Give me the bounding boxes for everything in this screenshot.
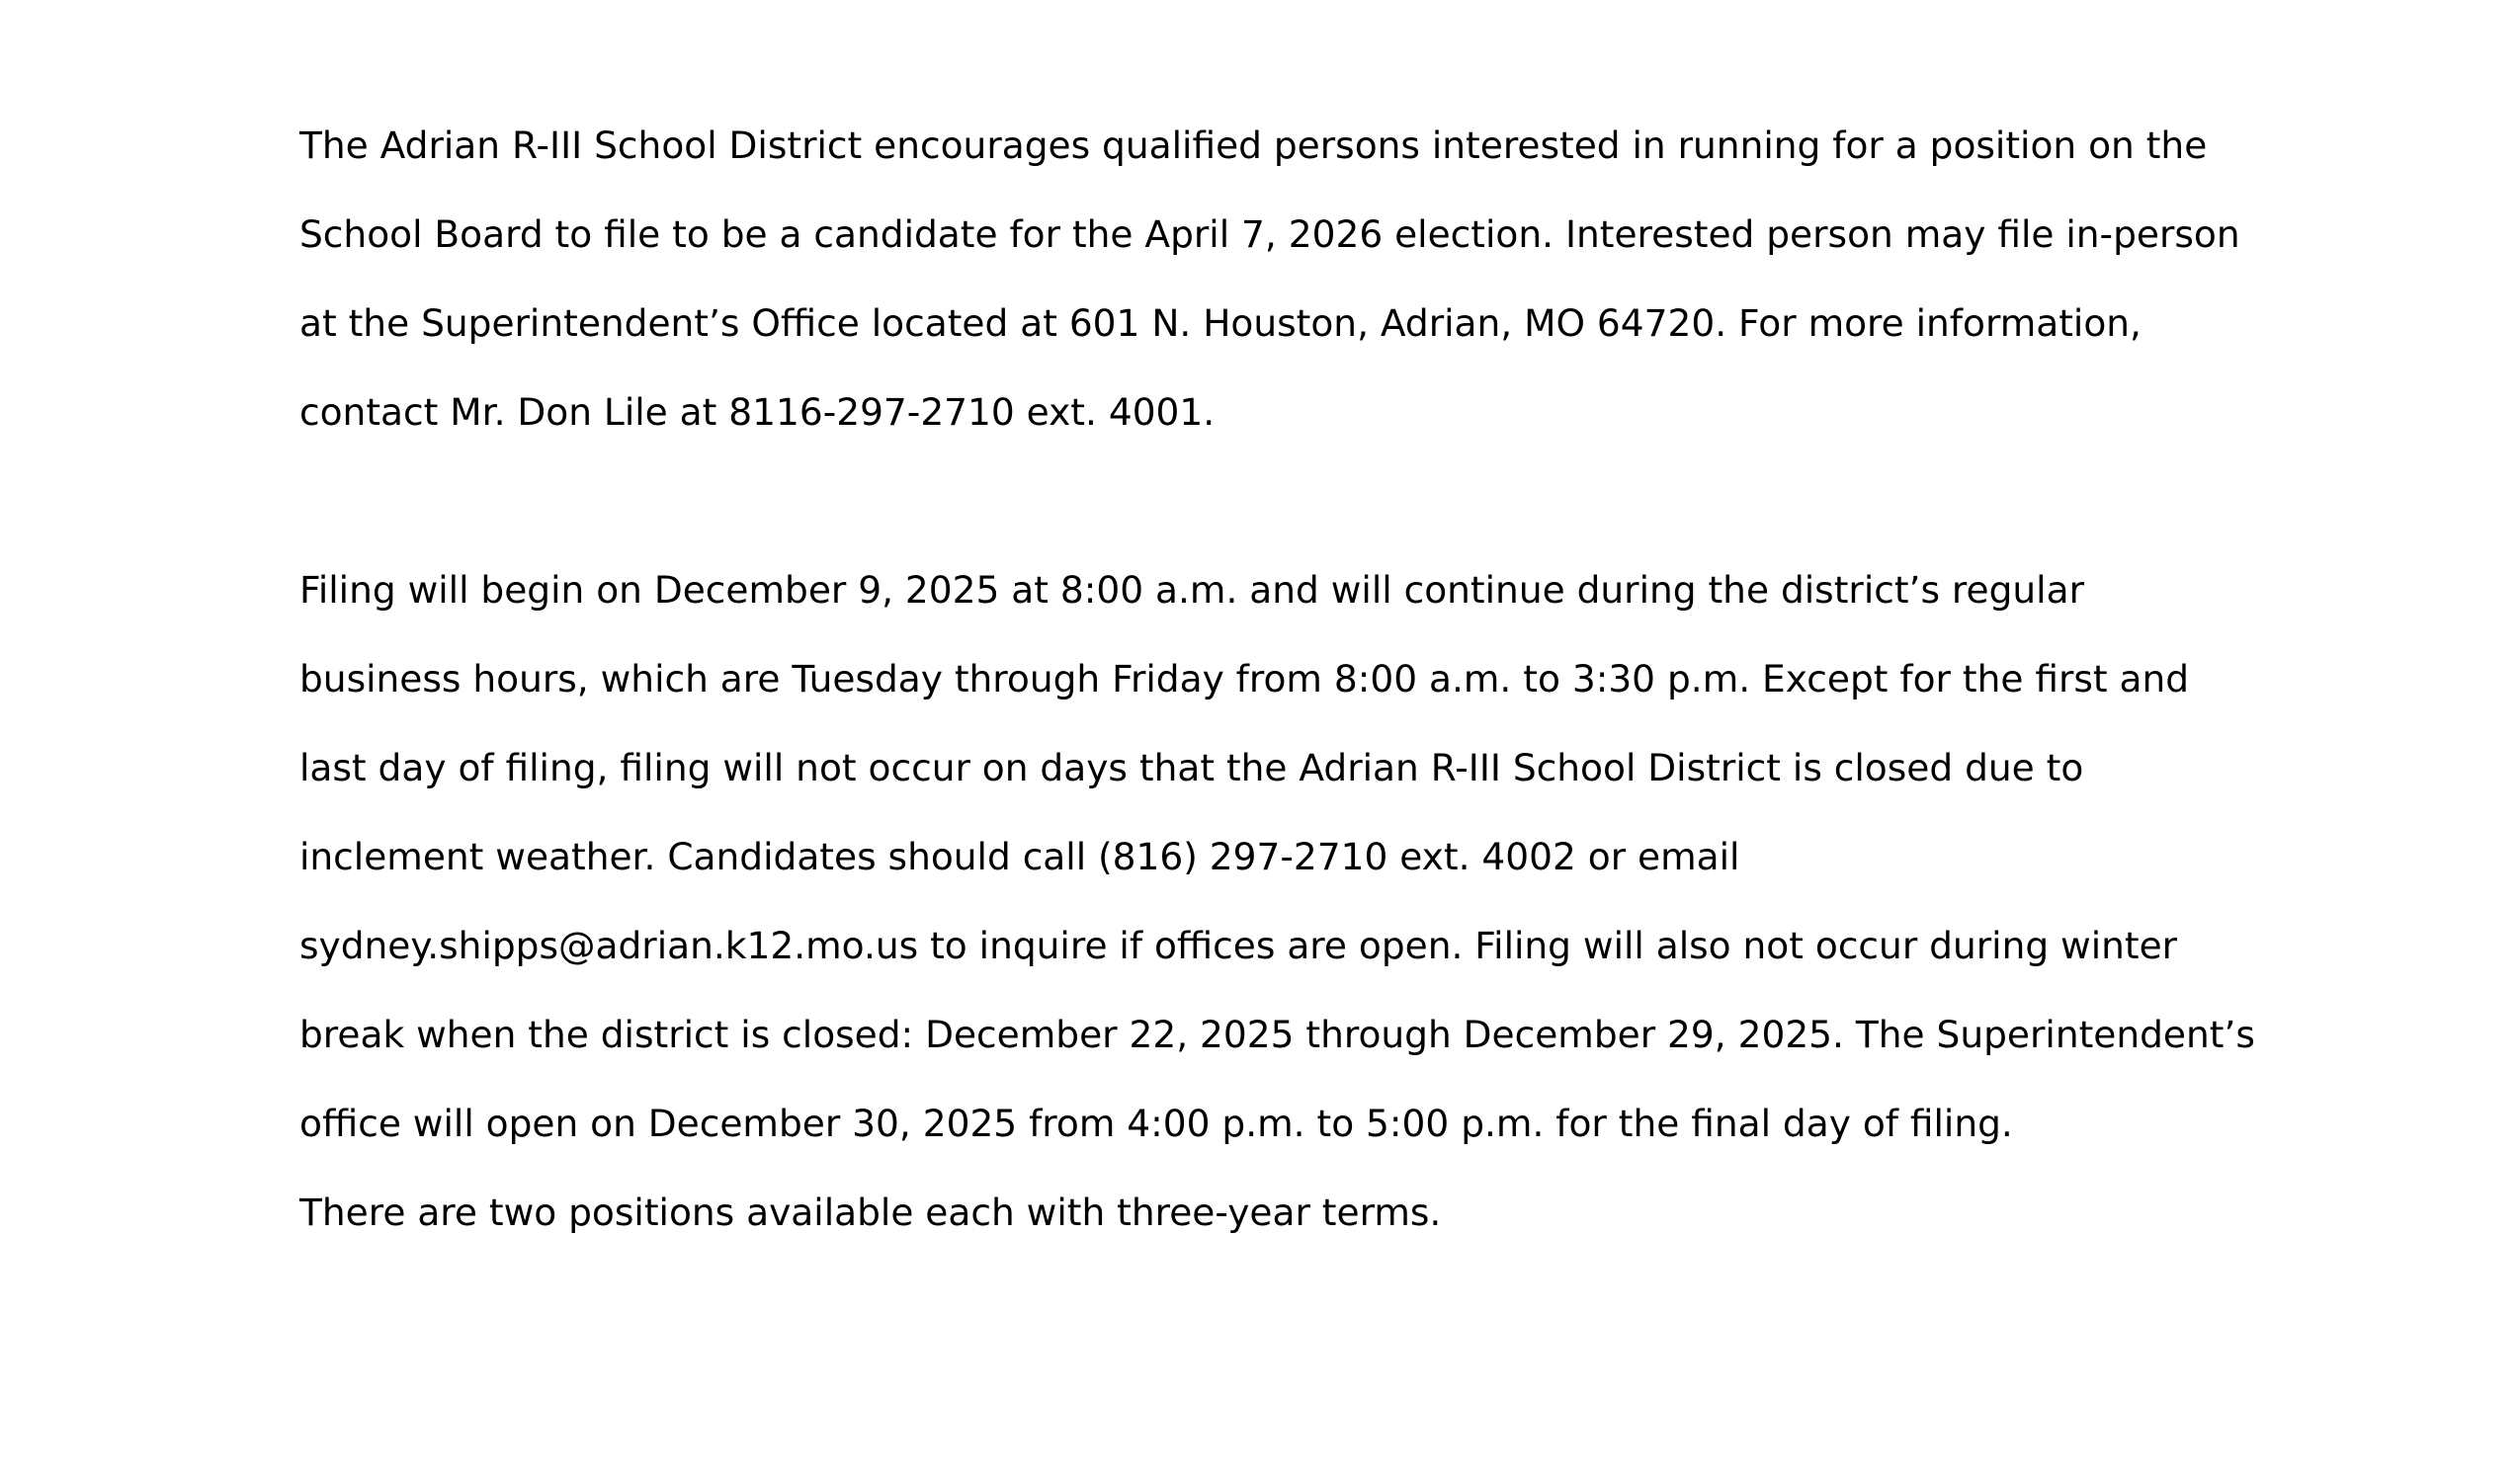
text-line: business hours, which are Tuesday through Friday from 8:00 a.m. to 3:30 p.m. Except for the first and [299,657,2190,700]
text-line: break when the district is closed: December 22, 2025 through December 29, 2025. The Superintendent’s [299,1013,2255,1056]
text-line: School Board to file to be a candidate for the April 7, 2026 election. Interested person may file in-person [299,212,2240,256]
text-line: last day of filing, filing will not occur on days that the Adrian R-III School District is closed due to [299,746,2084,789]
text-line: The Adrian R-III School District encourages qualified persons interested in running for a position on the [299,124,2208,167]
text-line: contact Mr. Don Lile at 8116-297-2710 ext. 4001. [299,390,1216,434]
text-line: Filing will begin on December 9, 2025 at 8:00 a.m. and will continue during the district’s regular [299,568,2084,612]
text-line: There are two positions available each with three-year terms. [299,1191,1442,1234]
text-line: sydney.shipps@adrian.k12.mo.us to inquire if offices are open. Filing will also not occur during winter [299,924,2178,967]
text-line: at the Superintendent’s Office located at 601 N. Houston, Adrian, MO 64720. For more information, [299,301,2142,345]
text-line: inclement weather. Candidates should call (816) 297-2710 ext. 4002 or email [299,835,1740,878]
text-line: office will open on December 30, 2025 from 4:00 p.m. to 5:00 p.m. for the final day of filing. [299,1102,2013,1145]
